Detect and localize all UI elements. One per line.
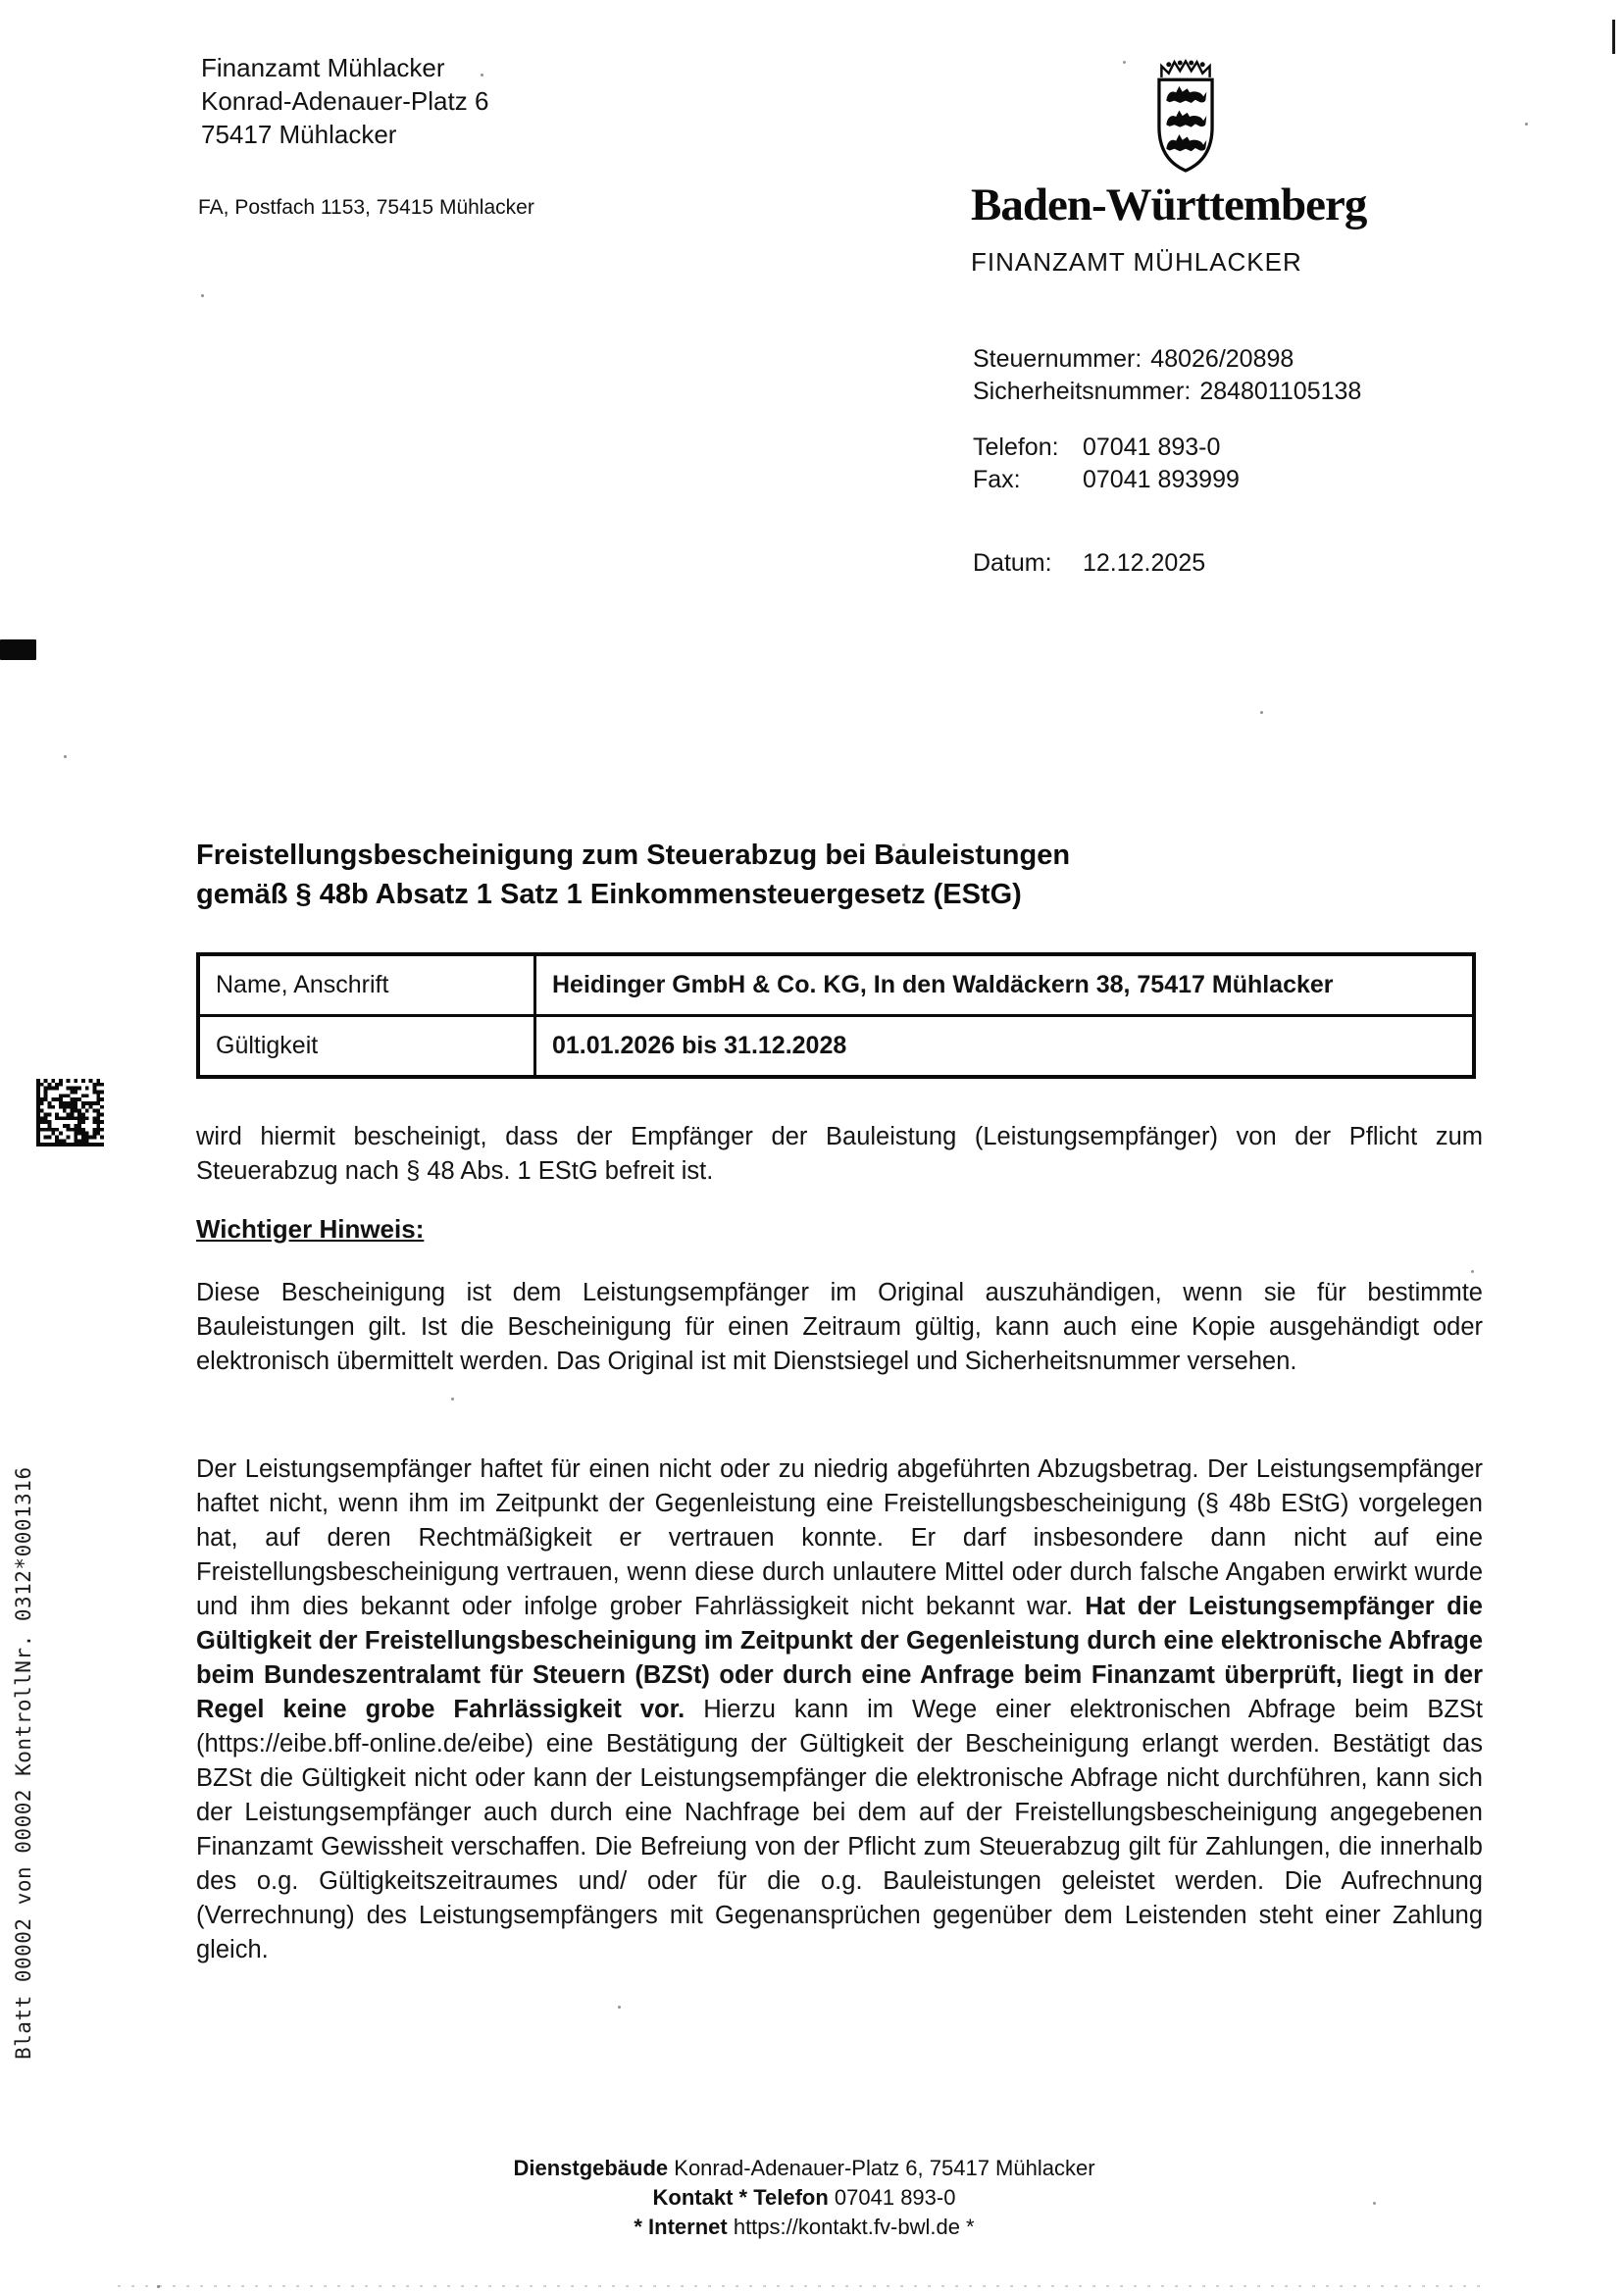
state-name: Baden-Württemberg: [971, 179, 1367, 230]
cell-label-name-anschrift: Name, Anschrift: [198, 954, 535, 1016]
datamatrix-barcode: [36, 1079, 104, 1146]
telefon-label: Telefon:: [973, 433, 1059, 461]
telefon-value: 07041 893-0: [1083, 433, 1221, 461]
fax-label: Fax:: [973, 466, 1021, 493]
footer-block: [196, 2154, 1412, 2242]
document-title-line2: gemäß § 48b Absatz 1 Satz 1 Einkommensteuergesetz (EStG): [196, 879, 1022, 910]
scan-speckles: [157, 2285, 160, 2288]
sender-address-block: [201, 51, 488, 151]
notice-paragraph-2-bold: Hat der Leistungsempfänger die Gültigkeit der Freistellungsbescheinigung im Zeitpunkt der Gegenleistung durch eine elektronische Abfrage beim Bundeszentralamt für Steuern (BZSt) oder durch eine Anfrage beim Finanzamt überprüft, liegt in der Regel keine grobe Fahrlässigkeit vor.: [196, 1593, 1483, 1723]
steuernummer-row: [973, 343, 1361, 376]
datum-row: [973, 547, 1361, 580]
sender-name: Finanzamt Mühlacker: [201, 53, 445, 82]
sicherheitsnummer-label: Sicherheitsnummer:: [973, 378, 1192, 405]
footer-line-kontakt: Kontakt * Telefon 07041 893-0: [652, 2185, 956, 2210]
cell-value-name-anschrift: Heidinger GmbH & Co. KG, In den Waldäckern 38, 75417 Mühlacker: [535, 954, 1475, 1016]
scan-artifact-dots: [118, 2285, 1491, 2287]
footer-line-internet: * Internet https://kontakt.fv-bwl.de *: [634, 2215, 975, 2239]
notice-paragraph-2-part2: Hierzu kann im Wege einer elektronischen Abfrage beim BZSt (https://eibe.bff-online.de/eibe) eine Bestätigung der Gültigkeit der Bescheinigung erlangt werden. Bestätigt das BZSt die Gültigkeit nicht oder kann der Leistungsempfänger die elektronische Abfrage nicht durchführen, kann sich der Leistungsempfänger auch durch eine Nachfrage bei dem auf der Freistellungsbescheinigung angegebenen Finanzamt Gewissheit verschaffen. Die Befreiung von der Pflicht zum Steuerabzug gilt für Zahlungen, die innerhalb des o.g. Gültigkeitszeitraumes und/ oder für die o.g. Bauleistungen geleistet werden. Die Aufrechnung (Verrechnung) des Leistungsempfängers mit Gegenansprüchen gegenüber dem Leistenden steht einer Zahlung gleich.: [196, 1696, 1483, 1963]
datum-value: 12.12.2025: [1083, 549, 1206, 577]
steuernummer-label: Steuernummer:: [973, 345, 1142, 373]
cell-value-gueltigkeit: 01.01.2026 bis 31.12.2028: [535, 1016, 1475, 1078]
control-number-vertical: Blatt 00002 von 00002 KontrollNr. 0312*0001316: [12, 1466, 35, 2060]
fax-value: 07041 893999: [1083, 466, 1240, 493]
certification-paragraph: wird hiermit bescheinigt, dass der Empfänger der Bauleistung (Leistungsempfänger) von der Pflicht zum Steuerabzug nach § 48 Abs. 1 EStG befreit ist.: [196, 1123, 1483, 1185]
table-row-name-anschrift: [198, 954, 1474, 1016]
steuernummer-value: 48026/20898: [1150, 345, 1294, 373]
sicherheitsnummer-row: [973, 376, 1361, 408]
notice-paragraph-2-part1: Der Leistungsempfänger haftet für einen nicht oder zu niedrig abgeführten Abzugsbetrag. Der Leistungsempfänger haftet nicht, wenn ihm im Zeitpunkt der Gegenleistung eine Freistellungsbescheinigung (§ 48b EStG) vorgelegen hat, auf deren Rechtmäßigkeit er vertrauen konnte. Er darf insbesondere dann nicht auf eine Freistellungsbescheinigung vertrauen, wenn diese durch unlautere Mittel oder durch falsche Angaben erwirkt wurde und ihm dies bekannt oder infolge grober Fahrlässigkeit nicht bekannt war.: [196, 1455, 1483, 1620]
meta-block: [973, 343, 1361, 580]
office-name: FINANZAMT MÜHLACKER: [971, 247, 1302, 277]
notice-paragraph-1: Diese Bescheinigung ist dem Leistungsempfänger im Original auszuhändigen, wenn sie für bestimmte Bauleistungen gilt. Ist die Bescheinigung für einen Zeitraum gültig, kann auch eine Kopie ausgehändigt oder elektronisch übermittelt werden. Das Original ist mit Dienstsiegel und Sicherheitsnummer versehen.: [196, 1279, 1483, 1375]
document-title: [196, 836, 1070, 914]
cell-label-gueltigkeit: Gültigkeit: [198, 1016, 535, 1078]
certificate-table: [196, 952, 1476, 1079]
sender-city: 75417 Mühlacker: [201, 120, 397, 149]
scan-artifact-line: [1612, 20, 1615, 54]
baden-wuerttemberg-coat-of-arms-icon: [1145, 57, 1226, 177]
sender-street: Konrad-Adenauer-Platz 6: [201, 86, 489, 116]
telefon-row: [973, 432, 1361, 464]
datum-label: Datum:: [973, 549, 1052, 577]
sicherheitsnummer-value: 284801105138: [1199, 378, 1362, 405]
notice-paragraph-2: [196, 1452, 1483, 1967]
return-address-line: FA, Postfach 1153, 75415 Mühlacker: [198, 196, 534, 219]
notice-heading: Wichtiger Hinweis:: [196, 1214, 425, 1244]
fold-mark: [0, 639, 36, 660]
table-row-gueltigkeit: [198, 1016, 1474, 1078]
fax-row: [973, 464, 1361, 496]
footer-line-dienstgebaeude: Dienstgebäude Konrad-Adenauer-Platz 6, 75417 Mühlacker: [513, 2156, 1095, 2180]
document-title-line1: Freistellungsbescheinigung zum Steuerabzug bei Bauleistungen: [196, 840, 1071, 871]
